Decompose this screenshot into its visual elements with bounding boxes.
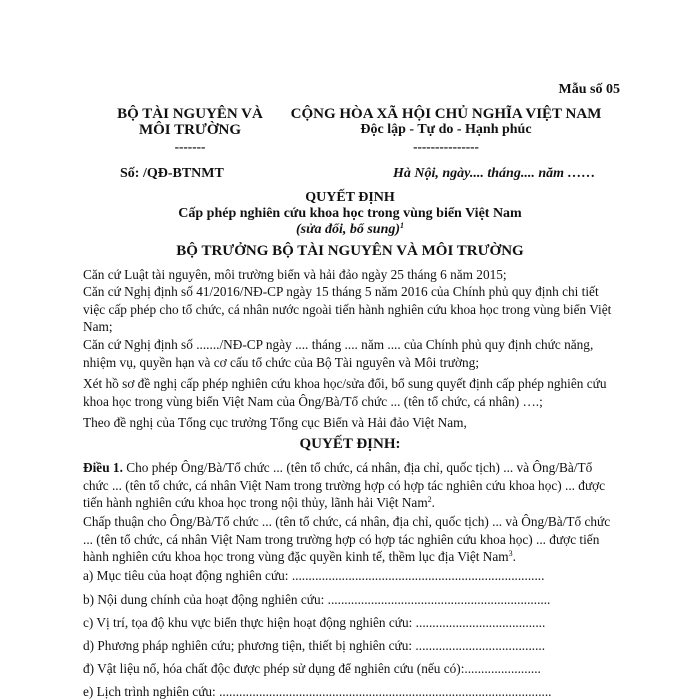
approval-paragraph	[83, 513, 618, 566]
item-explosives-chemicals: đ) Vật liệu nổ, hóa chất độc được phép sử dụng để nghiên cứu (nếu có):.......................	[83, 661, 541, 676]
article-1-label: Điều 1.	[83, 460, 123, 475]
ministry-separator: -------	[174, 139, 206, 154]
approval-text: Chấp thuận cho Ông/Bà/Tổ chức ... (tên tổ chức, cá nhân, địa chỉ, quốc tịch) ... và Ông/Bà/Tổ chức ... (tên tổ chức, cá nhân Việt Nam trong trường hợp có hợp tác nghiên cứu khoa học) ... được tiến hành nghiên cứu khoa học trong vùng đặc quyền kinh tế, thềm lục địa Việt Nam	[83, 514, 611, 564]
place-and-date: Hà Nội, ngày.... tháng.... năm ……	[393, 166, 596, 181]
national-separator: ---------------	[413, 139, 479, 154]
decision-heading: QUYẾT ĐỊNH	[305, 190, 395, 205]
approval-end: .	[512, 549, 516, 564]
national-motto: Độc lập - Tự do - Hạnh phúc	[360, 122, 532, 137]
article-1-text: Cho phép Ông/Bà/Tổ chức ... (tên tổ chức, cá nhân, địa chỉ, quốc tịch) ... và Ông/Bà/Tổ chức ... (tên tổ chức, cá nhân Việt Nam trong trường hợp có hợp tác nghiên cứu khoa học) ... được tiến hành nghiên cứu khoa học trong nội thủy, lãnh hải Việt Nam	[83, 460, 606, 510]
decision-amend-note	[0, 222, 700, 238]
item-main-content: b) Nội dung chính của hoạt động nghiên cứu: ...................................................................	[83, 592, 551, 607]
item-location-coordinates: c) Vị trí, tọa độ khu vực biển thực hiện hoạt động nghiên cứu: .......................................	[83, 615, 546, 630]
form-number: Mẫu số 05	[558, 82, 620, 97]
footnote-ref-1: 1	[400, 221, 405, 230]
article-1	[83, 459, 618, 512]
basis-decree-functions: Căn cứ Nghị định số ......./NĐ-CP ngày .... tháng .... năm .... của Chính phủ quy định chức năng, nhiệm vụ, quyền hạn và cơ cấu tổ chức của Bộ Tài nguyên và Môi trường;	[83, 337, 594, 370]
footnote-ref-3: 3	[508, 549, 513, 558]
basis-law: Căn cứ Luật tài nguyên, môi trường biển và hải đảo ngày 25 tháng 6 năm 2015;	[83, 267, 507, 282]
ministry-name-line2: MÔI TRƯỜNG	[138, 122, 242, 138]
item-schedule: e) Lịch trình nghiên cứu: ....................................................................................................	[83, 684, 552, 699]
decision-subject: Cấp phép nghiên cứu khoa học trong vùng biển Việt Nam	[178, 206, 522, 221]
footnote-ref-2: 2	[427, 495, 432, 504]
national-title: CỘNG HÒA XÃ HỘI CHỦ NGHĨA VIỆT NAM	[290, 106, 602, 122]
ministry-name-line1: BỘ TÀI NGUYÊN VÀ	[117, 106, 263, 122]
item-methods-equipment: d) Phương pháp nghiên cứu; phương tiện, thiết bị nghiên cứu: .......................................	[83, 638, 546, 653]
minister-title: BỘ TRƯỞNG BỘ TÀI NGUYÊN VÀ MÔI TRƯỜNG	[176, 243, 524, 259]
document-number: Số: /QĐ-BTNMT	[120, 166, 224, 181]
basis-proposal: Theo đề nghị của Tổng cục trưởng Tổng cục Biển và Hải đảo Việt Nam,	[83, 415, 467, 430]
decides-heading: QUYẾT ĐỊNH:	[299, 436, 401, 452]
basis-decree-41: Căn cứ Nghị định số 41/2016/NĐ-CP ngày 15 tháng 5 năm 2016 của Chính phủ quy định chi tiết việc cấp phép cho tổ chức, cá nhân nước ngoài tiến hành nghiên cứu khoa học trong vùng biển Việt Nam;	[83, 284, 612, 334]
basis-application-review: Xét hồ sơ đề nghị cấp phép nghiên cứu khoa học/sửa đổi, bổ sung quyết định cấp phép nghiên cứu khoa học trong vùng biển Việt Nam của Ông/Bà/Tổ chức ... (tên tổ chức, cá nhân) ….;	[83, 376, 607, 409]
item-objective: a) Mục tiêu của hoạt động nghiên cứu: ............................................................................	[83, 568, 545, 583]
amend-note-text: (sửa đổi, bổ sung)	[295, 222, 401, 237]
article-1-end: .	[431, 495, 435, 510]
